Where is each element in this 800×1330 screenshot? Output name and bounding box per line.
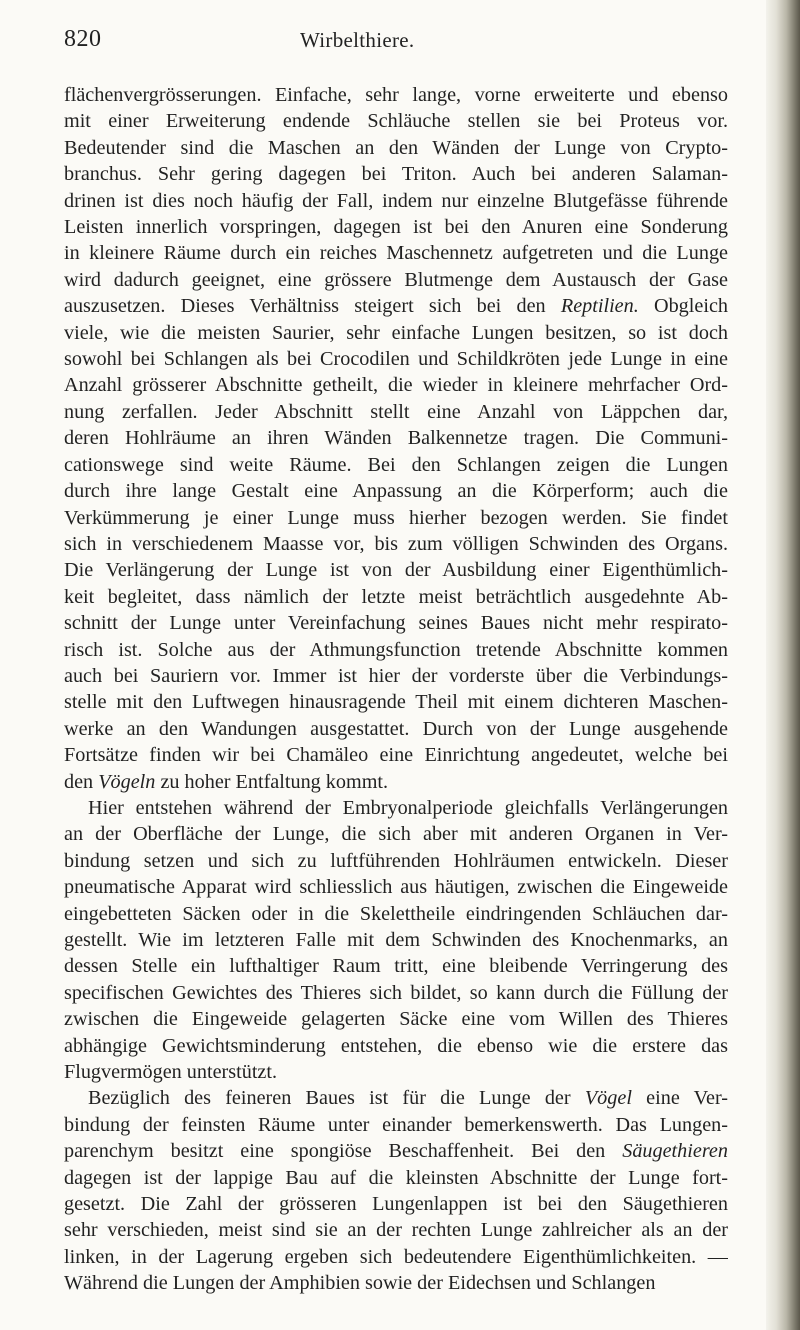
- emphasis-reptilien: Reptilien.: [560, 295, 639, 318]
- text-line: Verkümmerung je einer Lunge muss hierher bezogen werden. Sie findet: [64, 506, 728, 529]
- text-line: deren Hohlräume an ihren Wänden Balkennetze tragen. Die Communi-: [64, 427, 728, 450]
- running-head: Wirbelthiere.: [300, 28, 415, 52]
- text-line: zwischen die Eingeweide gelagerten Säcke eine vom Willen des Thieres: [64, 1008, 728, 1031]
- text-line: dessen Stelle ein lufthaltiger Raum tritt, eine bleibende Verringerung des: [64, 955, 728, 978]
- text-line: Bedeutender sind die Maschen an den Wänden der Lunge von Crypto-: [64, 136, 728, 159]
- text-line: Fortsätze finden wir bei Chamäleo eine Einrichtung angedeutet, welche bei: [64, 744, 728, 767]
- text-line: Die Verlängerung der Lunge ist von der Ausbildung einer Eigenthümlich-: [64, 559, 728, 582]
- paragraph: [64, 82, 728, 795]
- text-line: Während die Lungen der Amphibien sowie der Eidechsen und Schlangen: [64, 1272, 656, 1295]
- text-line: pneumatische Apparat wird schliesslich aus häutigen, zwischen die Eingeweide: [64, 876, 728, 899]
- emphasis-saeugethieren: Säugethieren: [622, 1140, 728, 1163]
- text-line: wird dadurch geeignet, eine grössere Blutmenge dem Austausch der Gase: [64, 268, 728, 291]
- page-header: [64, 26, 724, 56]
- text-line: risch ist. Solche aus der Athmungsfunction tretende Abschnitte kommen: [64, 638, 728, 661]
- text-line: dagegen ist der lappige Bau auf die kleinsten Abschnitte der Lunge fort-: [64, 1166, 728, 1189]
- text-line: branchus. Sehr gering dagegen bei Triton. Auch bei anderen Salaman-: [64, 163, 728, 186]
- text-line: keit begleitet, dass nämlich der letzte meist beträchtlich ausgedehnte Ab-: [64, 585, 728, 608]
- text-line: drinen ist dies noch häufig der Fall, indem nur einzelne Blutgefässe führende: [64, 189, 728, 212]
- text-line: flächenvergrösserungen. Einfache, sehr lange, vorne erweiterte und ebenso: [64, 84, 728, 106]
- text-line: cationswege sind weite Räume. Bei den Schlangen zeigen die Lungen: [64, 453, 728, 476]
- text-line: [64, 1138, 728, 1164]
- text-line: [64, 1085, 728, 1111]
- text-line: linken, in der Lagerung ergeben sich bedeutendere Eigenthümlichkeiten. —: [64, 1245, 728, 1268]
- text-segment: parenchym besitzt eine spongiöse Beschaffenheit. Bei den: [64, 1140, 623, 1163]
- emphasis-voegel: Vögel: [584, 1087, 632, 1110]
- paragraph: [64, 1085, 728, 1296]
- text-line: nung zerfallen. Jeder Abschnitt stellt eine Anzahl von Läppchen dar,: [64, 400, 728, 423]
- text-segment: Bezüglich des feineren Baues ist für die Lunge der: [88, 1087, 585, 1110]
- text-line: viele, wie die meisten Saurier, sehr einfache Lungen besitzen, so ist doch: [64, 321, 728, 344]
- page-edge-shadow: [766, 0, 800, 1330]
- text-line: Anzahl grösserer Abschnitte getheilt, die wieder in kleinere mehrfacher Ord-: [64, 374, 728, 397]
- text-line: sehr verschieden, meist sind sie an der rechten Lunge zahlreicher als an der: [64, 1219, 728, 1242]
- text-line: [64, 769, 728, 795]
- text-line: durch ihre lange Gestalt eine Anpassung an die Körperform; auch die: [64, 480, 728, 503]
- text-segment: eine Ver-: [631, 1087, 728, 1110]
- text-segment: den: [64, 770, 99, 793]
- text-line: Flugvermögen unterstützt.: [64, 1061, 278, 1084]
- text-segment: auszusetzen. Dieses Verhältniss steigert sich bei den: [64, 295, 561, 318]
- emphasis-voegeln: Vögeln: [98, 770, 156, 793]
- text-line: an der Oberfläche der Lunge, die sich aber mit anderen Organen in Ver-: [64, 823, 728, 846]
- page-number: 820: [64, 26, 102, 52]
- text-line: sich in verschiedenem Maasse vor, bis zum völligen Schwinden des Organs.: [64, 532, 728, 555]
- text-line: [64, 293, 728, 319]
- paragraph: [64, 795, 728, 1085]
- text-line: schnitt der Lunge unter Vereinfachung seines Baues nicht mehr respirato-: [64, 612, 728, 635]
- text-line: werke an den Wandungen ausgestattet. Durch von der Lunge ausgehende: [64, 717, 728, 740]
- text-line: bindung setzen und sich zu luftführenden Hohlräumen entwickeln. Dieser: [64, 849, 728, 872]
- text-line: in kleinere Räume durch ein reiches Maschennetz aufgetreten und die Lunge: [64, 242, 728, 265]
- text-segment: Obgleich: [638, 295, 728, 318]
- text-line: Hier entstehen während der Embryonalperiode gleichfalls Verlängerungen: [88, 796, 728, 819]
- text-line: auch bei Sauriern vor. Immer ist hier der vorderste über die Verbindungs-: [64, 664, 728, 687]
- text-line: mit einer Erweiterung endende Schläuche stellen sie bei Proteus vor.: [64, 110, 728, 133]
- text-line: gestellt. Wie im letzteren Falle mit dem Schwinden des Knochenmarks, an: [64, 929, 728, 951]
- text-line: specifischen Gewichtes des Thieres sich bildet, so kann durch die Füllung der: [64, 981, 728, 1004]
- text-line: abhängige Gewichtsminderung entstehen, die ebenso wie die erstere das: [64, 1034, 728, 1057]
- body-text: [64, 82, 728, 1297]
- text-line: Leisten innerlich vorspringen, dagegen ist bei den Anuren eine Sonderung: [64, 216, 728, 239]
- text-segment: zu hoher Entfaltung kommt.: [155, 770, 389, 793]
- text-line: bindung der feinsten Räume unter einander bemerkenswerth. Das Lungen-: [64, 1113, 728, 1136]
- text-line: eingebetteten Säcken oder in die Skelettheile eindringenden Schläuchen dar-: [64, 902, 728, 925]
- text-line: stelle mit den Luftwegen hinausragende Theil mit einem dichteren Maschen-: [64, 691, 728, 714]
- text-line: sowohl bei Schlangen als bei Crocodilen und Schildkröten jede Lunge in eine: [64, 348, 728, 371]
- text-line: gesetzt. Die Zahl der grösseren Lungenlappen ist bei den Säugethieren: [64, 1193, 728, 1216]
